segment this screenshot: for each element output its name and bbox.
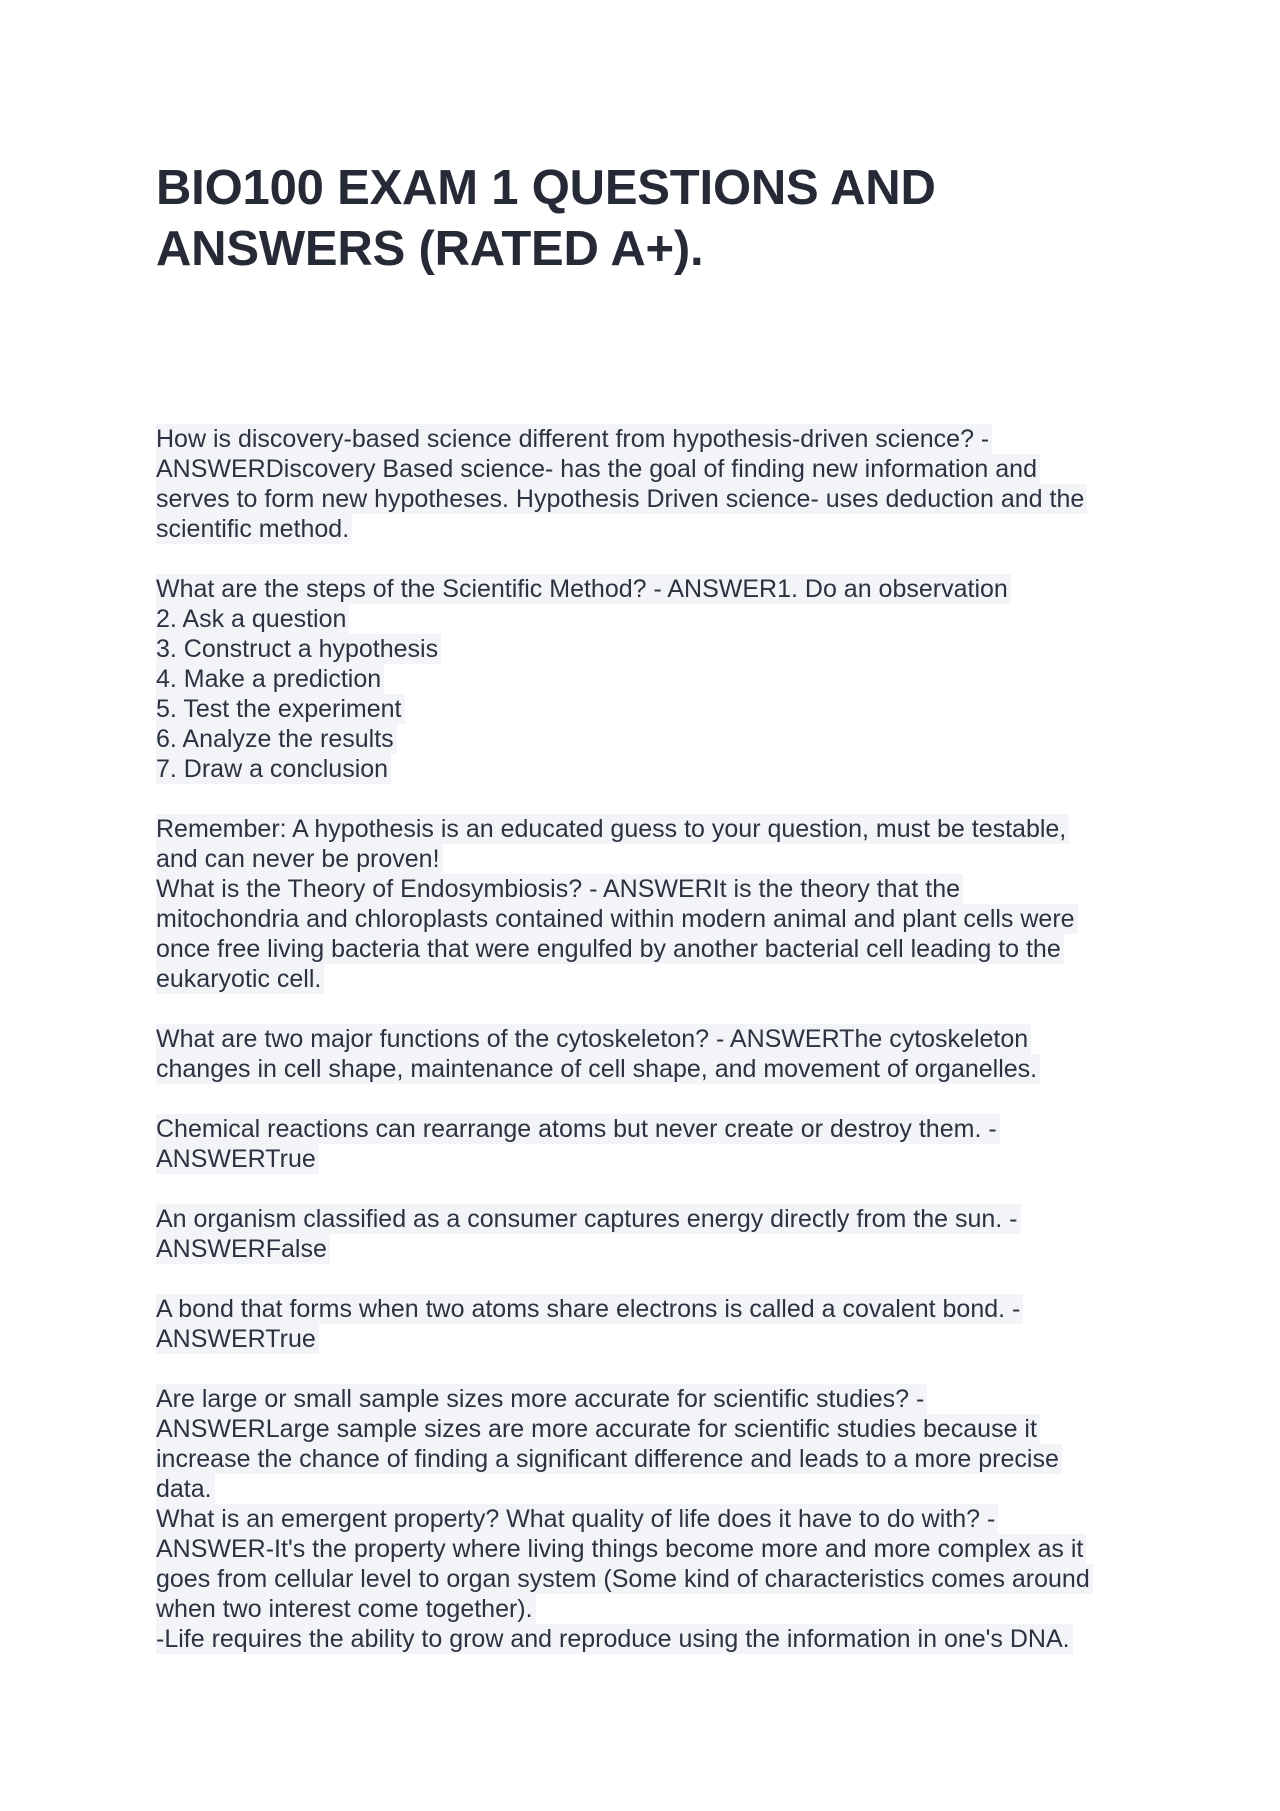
text-line: What are the steps of the Scientific Method? - ANSWER1. Do an observation xyxy=(156,574,1011,604)
text-line: 6. Analyze the results xyxy=(156,724,397,754)
text-line: 2. Ask a question xyxy=(156,604,349,634)
text-line: 3. Construct a hypothesis xyxy=(156,634,441,664)
qa-block xyxy=(156,1024,1156,1084)
text-line: -Life requires the ability to grow and reproduce using the information in one's DNA. xyxy=(156,1624,1073,1654)
text-line: serves to form new hypotheses. Hypothesis Driven science- uses deduction and the xyxy=(156,484,1087,514)
text-line: 5. Test the experiment xyxy=(156,694,405,724)
text-line: changes in cell shape, maintenance of cell shape, and movement of organelles. xyxy=(156,1054,1040,1084)
text-line: ANSWERLarge sample sizes are more accurate for scientific studies because it xyxy=(156,1414,1040,1444)
text-line: ANSWERDiscovery Based science- has the goal of finding new information and xyxy=(156,454,1040,484)
text-line: scientific method. xyxy=(156,514,352,544)
text-line: mitochondria and chloroplasts contained within modern animal and plant cells were xyxy=(156,904,1078,934)
text-line: Are large or small sample sizes more accurate for scientific studies? - xyxy=(156,1384,927,1414)
text-line: ANSWERTrue xyxy=(156,1324,319,1354)
text-line: goes from cellular level to organ system (Some kind of characteristics comes around xyxy=(156,1564,1093,1594)
text-line: data. xyxy=(156,1474,215,1504)
paragraph-gap xyxy=(156,994,1156,1024)
text-line: ANSWERTrue xyxy=(156,1144,319,1174)
text-line: eukaryotic cell. xyxy=(156,964,324,994)
paragraph-gap xyxy=(156,1174,1156,1204)
text-line: Chemical reactions can rearrange atoms but never create or destroy them. - xyxy=(156,1114,1000,1144)
qa-block xyxy=(156,1204,1156,1264)
paragraph-gap xyxy=(156,1084,1156,1114)
document-body xyxy=(156,424,1156,1654)
paragraph-gap xyxy=(156,544,1156,574)
text-line: How is discovery-based science different from hypothesis-driven science? - xyxy=(156,424,992,454)
text-line: An organism classified as a consumer captures energy directly from the sun. - xyxy=(156,1204,1021,1234)
text-line: once free living bacteria that were engulfed by another bacterial cell leading to the xyxy=(156,934,1064,964)
text-line: 7. Draw a conclusion xyxy=(156,754,391,784)
qa-block xyxy=(156,1114,1156,1174)
text-line: What is the Theory of Endosymbiosis? - ANSWERIt is the theory that the xyxy=(156,874,963,904)
text-line: 4. Make a prediction xyxy=(156,664,384,694)
paragraph-gap xyxy=(156,1264,1156,1294)
qa-block xyxy=(156,574,1156,784)
text-line: A bond that forms when two atoms share electrons is called a covalent bond. - xyxy=(156,1294,1023,1324)
text-line: ANSWER-It's the property where living things become more and more complex as it xyxy=(156,1534,1086,1564)
qa-block xyxy=(156,1294,1156,1354)
text-line: increase the chance of finding a significant difference and leads to a more precise xyxy=(156,1444,1062,1474)
qa-block xyxy=(156,814,1156,994)
document-title xyxy=(156,158,1136,280)
qa-block xyxy=(156,424,1156,544)
text-line: ANSWERFalse xyxy=(156,1234,330,1264)
text-line: and can never be proven! xyxy=(156,844,443,874)
text-line: when two interest come together). xyxy=(156,1594,536,1624)
text-line: What are two major functions of the cytoskeleton? - ANSWERThe cytoskeleton xyxy=(156,1024,1031,1054)
text-line: Remember: A hypothesis is an educated guess to your question, must be testable, xyxy=(156,814,1069,844)
paragraph-gap xyxy=(156,784,1156,814)
text-line: What is an emergent property? What quality of life does it have to do with? - xyxy=(156,1504,998,1534)
title-line: BIO100 EXAM 1 QUESTIONS AND xyxy=(156,161,936,215)
qa-block xyxy=(156,1384,1156,1654)
paragraph-gap xyxy=(156,1354,1156,1384)
title-line: ANSWERS (RATED A+). xyxy=(156,222,704,276)
